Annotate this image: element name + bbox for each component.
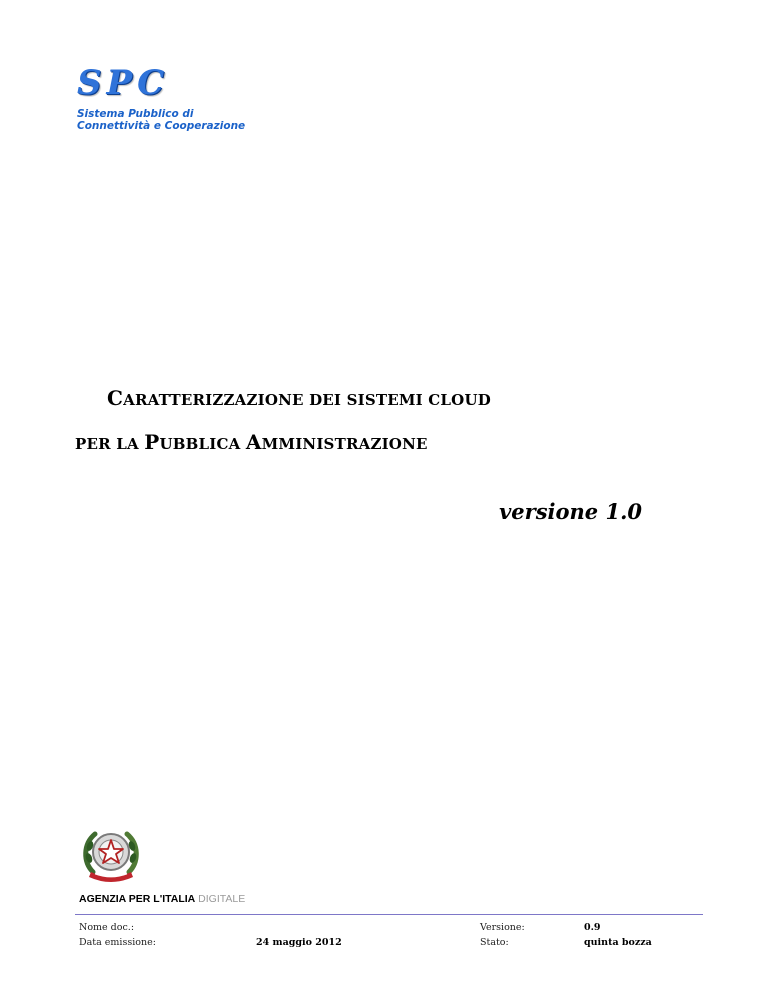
title-initial-p: P bbox=[144, 430, 160, 454]
agency-name-bold: AGENZIA PER L'ITALIA bbox=[79, 893, 196, 905]
title-line2-part-c: MMINISTRAZIONE bbox=[261, 435, 428, 453]
document-title-line1 bbox=[107, 386, 491, 410]
spc-logo-subtitle-line2: Connettività e Cooperazione bbox=[77, 120, 246, 132]
versione-label: Versione: bbox=[480, 922, 525, 933]
document-title-line2 bbox=[75, 430, 428, 454]
title-initial-a: A bbox=[245, 430, 262, 454]
document-version: versione 1.0 bbox=[499, 499, 642, 524]
versione-value: 0.9 bbox=[584, 922, 601, 933]
title-line2-part-b: UBBLICA bbox=[159, 435, 246, 453]
stato-label: Stato: bbox=[480, 937, 509, 948]
spc-logo-subtitle-line1: Sistema Pubblico di bbox=[77, 108, 194, 120]
data-emissione-label: Data emissione: bbox=[79, 937, 156, 948]
agency-name-light: DIGITALE bbox=[195, 893, 246, 905]
spc-logo bbox=[77, 64, 245, 132]
spc-logo-wordmark: SPC bbox=[77, 63, 170, 103]
nome-doc-label: Nome doc.: bbox=[79, 922, 135, 933]
footer-divider bbox=[75, 914, 703, 915]
agency-name bbox=[79, 893, 245, 905]
stato-value: quinta bozza bbox=[584, 937, 652, 948]
title-line2-part-a: PER LA bbox=[75, 435, 145, 453]
data-emissione-value: 24 maggio 2012 bbox=[256, 937, 342, 948]
italian-republic-emblem-icon bbox=[79, 822, 143, 886]
title-line1-text: ARATTERIZZAZIONE DEI SISTEMI CLOUD bbox=[123, 391, 491, 409]
title-initial-c: C bbox=[107, 386, 124, 410]
